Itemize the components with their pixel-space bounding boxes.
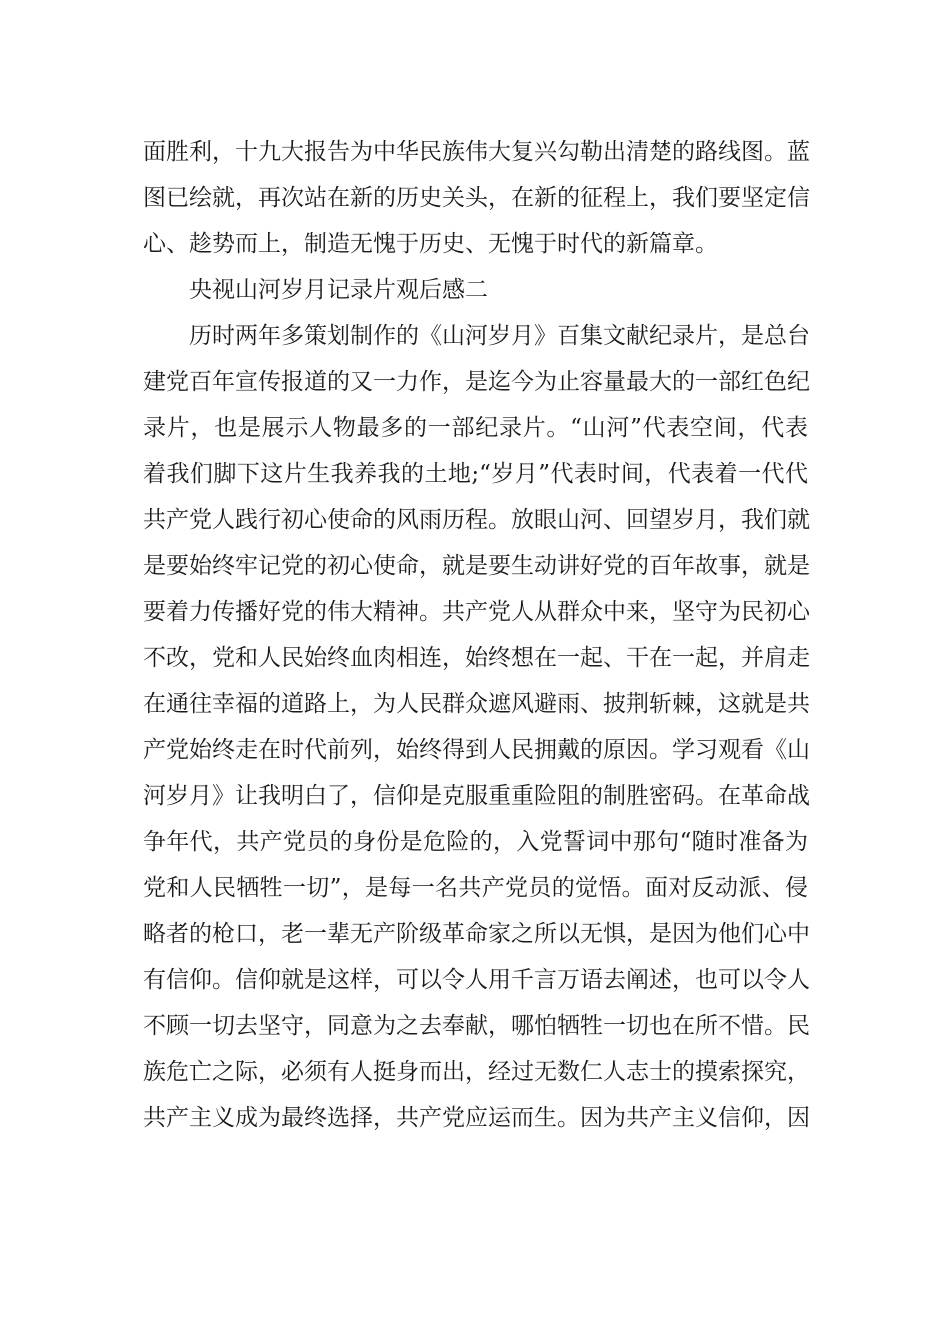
text-line: 面胜利，十九大报告为中华民族伟大复兴勾勒出清楚的路线图。蓝 [143, 139, 810, 165]
text-line: 争年代，共产党员的身份是危险的，入党誓词中那句“随时准备为 [143, 829, 808, 855]
text-line: 心、趁势而上，制造无愧于历史、无愧于时代的新篇章。 [143, 231, 718, 257]
text-line: 建党百年宣传报道的又一力作，是迄今为止容量最大的一部红色纪 [143, 369, 810, 395]
document-body [143, 129, 808, 1141]
text-line: 产党始终走在时代前列，始终得到人民拥戴的原因。学习观看《山 [143, 737, 810, 763]
text-line: 着我们脚下这片生我养我的土地;“岁月”代表时间，代表着一代代 [143, 461, 808, 487]
text-line: 不改，党和人民始终血肉相连，始终想在一起、干在一起，并肩走 [143, 645, 810, 671]
text-line: 略者的枪口，老一辈无产阶级革命家之所以无惧，是因为他们心中 [143, 921, 810, 947]
text-line: 在通往幸福的道路上，为人民群众遮风避雨、披荆斩棘，这就是共 [143, 691, 810, 717]
text-line: 是要始终牢记党的初心使命，就是要生动讲好党的百年故事，就是 [143, 553, 810, 579]
text-line: 共产主义成为最终选择，共产党应运而生。因为共产主义信仰，因 [143, 1105, 810, 1131]
text-line: 不顾一切去坚守，同意为之去奉献，哪怕牺牲一切也在所不惜。民 [143, 1013, 810, 1039]
text-line: 共产党人践行初心使命的风雨历程。放眼山河、回望岁月，我们就 [143, 507, 810, 533]
text-line: 历时两年多策划制作的《山河岁月》百集文献纪录片，是总台 [189, 323, 810, 349]
text-line: 要着力传播好党的伟大精神。共产党人从群众中来，坚守为民初心 [143, 599, 810, 625]
text-line: 族危亡之际，必须有人挺身而出，经过无数仁人志士的摸索探究， [143, 1059, 810, 1085]
text-line: 河岁月》让我明白了，信仰是克服重重险阻的制胜密码。在革命战 [143, 783, 810, 809]
text-line: 图已绘就，再次站在新的历史关头，在新的征程上，我们要坚定信 [143, 185, 810, 211]
section-title: 央视山河岁月记录片观后感二 [189, 277, 488, 303]
text-line: 党和人民牺牲一切”，是每一名共产党员的觉悟。面对反动派、侵 [143, 875, 808, 901]
text-line: 录片，也是展示人物最多的一部纪录片。“山河”代表空间，代表 [143, 415, 808, 441]
text-line: 有信仰。信仰就是这样，可以令人用千言万语去阐述，也可以令人 [143, 967, 810, 993]
